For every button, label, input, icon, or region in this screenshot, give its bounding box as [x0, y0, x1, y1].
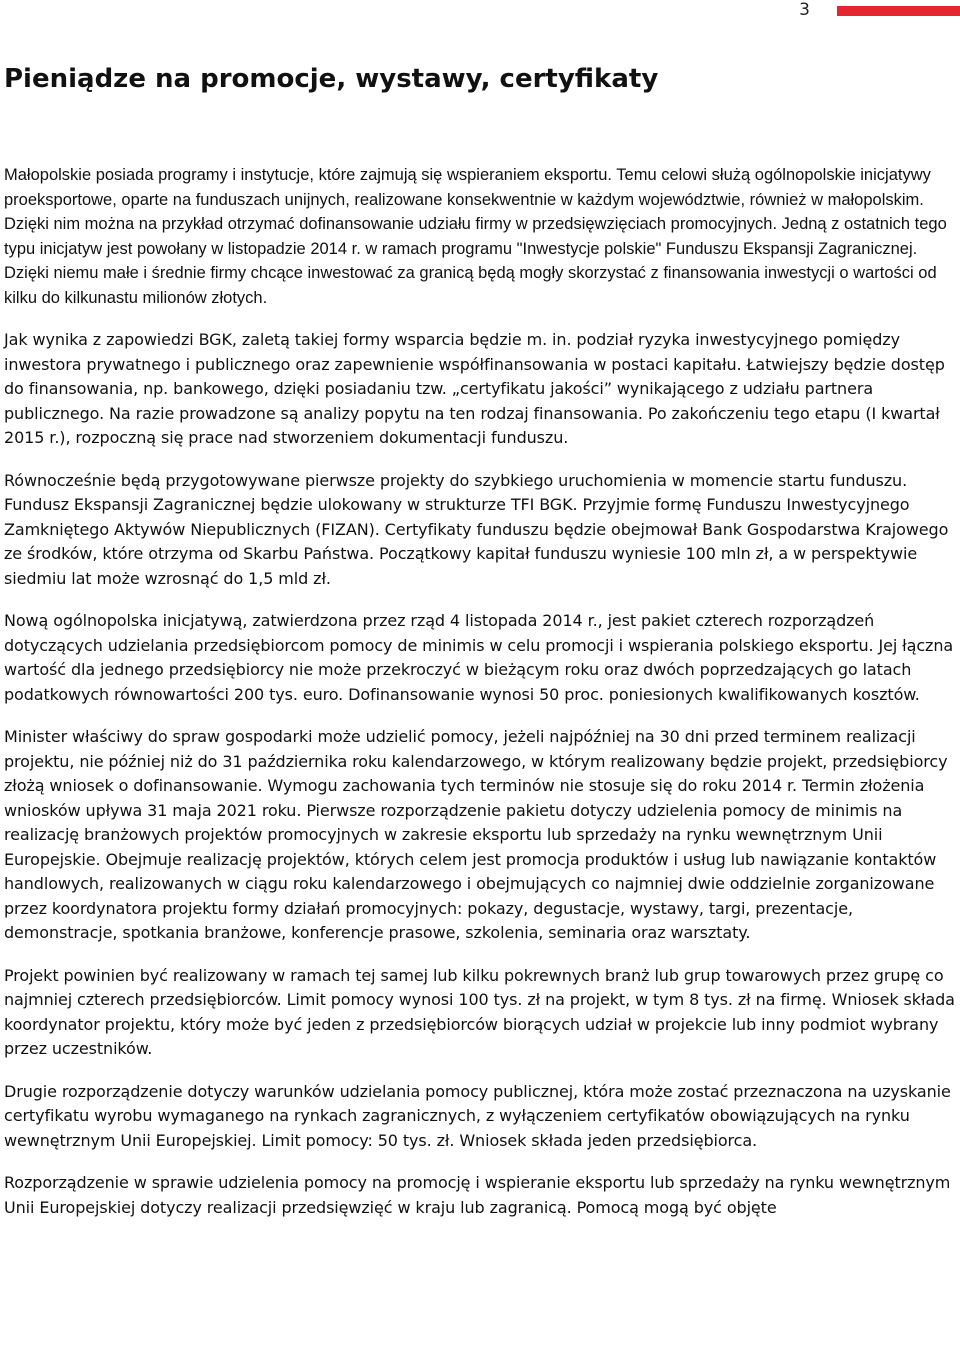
- article-body: [4, 163, 958, 1238]
- header-accent-bar: [837, 6, 960, 16]
- paragraph-8: Rozporządzenie w sprawie udzielenia pomocy na promocję i wspieranie eksportu lub sprzedaży na rynku wewnętrznym Unii Europejskiej dotyczy realizacji przedsięwzięć w kraju lub zagranicą. Pomocą mogą być objęte: [4, 1173, 951, 1217]
- page-title: Pieniądze na promocje, wystawy, certyfikaty: [4, 64, 659, 94]
- paragraph-6: Projekt powinien być realizowany w ramach tej samej lub kilku pokrewnych branż lub grup towarowych przez grupę co najmniej czterech przedsiębiorców. Limit pomocy wynosi 100 tys. zł na projekt, w tym 8 tys. zł na firmę. Wniosek składa koordynator projektu, który może być jeden z przedsiębiorców biorących udział w projekcie lub inny podmiot wybrany przez uczestników.: [4, 965, 955, 1058]
- page-number: 3: [799, 0, 810, 20]
- paragraph-7: Drugie rozporządzenie dotyczy warunków udzielania pomocy publicznej, która może zostać przeznaczona na uzyskanie certyfikatu wyrobu wymaganego na rynkach zagranicznych, z wyłączeniem certyfikatów obowiązujących na rynku wewnętrznym Unii Europejskiej. Limit pomocy: 50 tys. zł. Wniosek składa jeden przedsiębiorca.: [4, 1081, 951, 1150]
- paragraph-5: Minister właściwy do spraw gospodarki może udzielić pomocy, jeżeli najpóźniej na 30 dni przed terminem realizacji projektu, nie później niż do 31 października roku kalendarzowego, w którym realizowany będzie projekt, przedsiębiorcy złożą wniosek o dofinansowanie. Wymogu zachowania tych terminów nie stosuje się do roku 2014 r. Termin złożenia wniosków upływa 31 maja 2021 roku. Pierwsze rozporządzenie pakietu dotyczy udzielenia pomocy de minimis na realizację branżowych projektów promocyjnych w zakresie eksportu lub sprzedaży na rynku wewnętrznym Unii Europejskie. Obejmuje realizację projektów, których celem jest promocja produktów i usług lub nawiązanie kontaktów handlowych, realizowanych w ciągu roku kalendarzowego i obejmujących co najmniej dwie oddzielnie zorganizowane przez koordynatora projektu formy działań promocyjnych: pokazy, degustacje, wystawy, targi, prezentacje, demonstracje, spotkania branżowe, konferencje prasowe, szkolenia, seminaria oraz warsztaty.: [4, 727, 948, 942]
- paragraph-1: Małopolskie posiada programy i instytucje, które zajmują się wspieraniem eksportu. Temu celowi służą ogólnopolskie inicjatywy proeksportowe, oparte na funduszach unijnych, realizowane konsekwentnie w każdym województwie, również w małopolskim. Dzięki nim można na przykład otrzymać dofinansowanie udziału firmy w przedsięwzięciach promocyjnych. Jedną z ostatnich tego typu inicjatyw jest powołany w listopadzie 2014 r. w ramach programu "Inwestycje polskie" Funduszu Ekspansji Zagranicznej. Dzięki niemu małe i średnie firmy chcące inwestować za granicą będą mogły skorzystać z finansowania inwestycji o wartości od kilku do kilkunastu milionów złotych.: [4, 166, 947, 307]
- paragraph-2: Jak wynika z zapowiedzi BGK, zaletą takiej formy wsparcia będzie m. in. podział ryzyka inwestycyjnego pomiędzy inwestora prywatnego i publicznego oraz zapewnienie współfinansowania w postaci kapitału. Łatwiejszy będzie dostęp do finansowania, np. bankowego, dzięki posiadaniu tzw. „certyfikatu jakości” wynikającego z udziału partnera publicznego. Na razie prowadzone są analizy popytu na ten rodzaj finansowania. Po zakończeniu tego etapu (I kwartał 2015 r.), rozpoczną się prace nad stworzeniem dokumentacji funduszu.: [4, 330, 945, 447]
- paragraph-3: Równocześnie będą przygotowywane pierwsze projekty do szybkiego uruchomienia w momencie startu funduszu. Fundusz Ekspansji Zagranicznej będzie ulokowany w strukturze TFI BGK. Przyjmie formę Funduszu Inwestycyjnego Zamkniętego Aktywów Niepublicznych (FIZAN). Certyfikaty funduszu będzie obejmował Bank Gospodarstwa Krajowego ze środków, które otrzyma od Skarbu Państwa. Początkowy kapitał funduszu wyniesie 100 mln zł, a w perspektywie siedmiu lat może wzrosnąć do 1,5 mld zł.: [4, 470, 949, 588]
- paragraph-4: Nową ogólnopolska inicjatywą, zatwierdzona przez rząd 4 listopada 2014 r., jest pakiet czterech rozporządzeń dotyczących udzielania przedsiębiorcom pomocy de minimis w celu promocji i wspierania polskiego eksportu. Jej łączna wartość dla jednego przedsiębiorcy nie może przekroczyć w bieżącym roku oraz dwóch poprzedzających go latach podatkowych równowartości 200 tys. euro. Dofinansowanie wynosi 50 proc. poniesionych kwalifikowanych kosztów.: [4, 611, 954, 704]
